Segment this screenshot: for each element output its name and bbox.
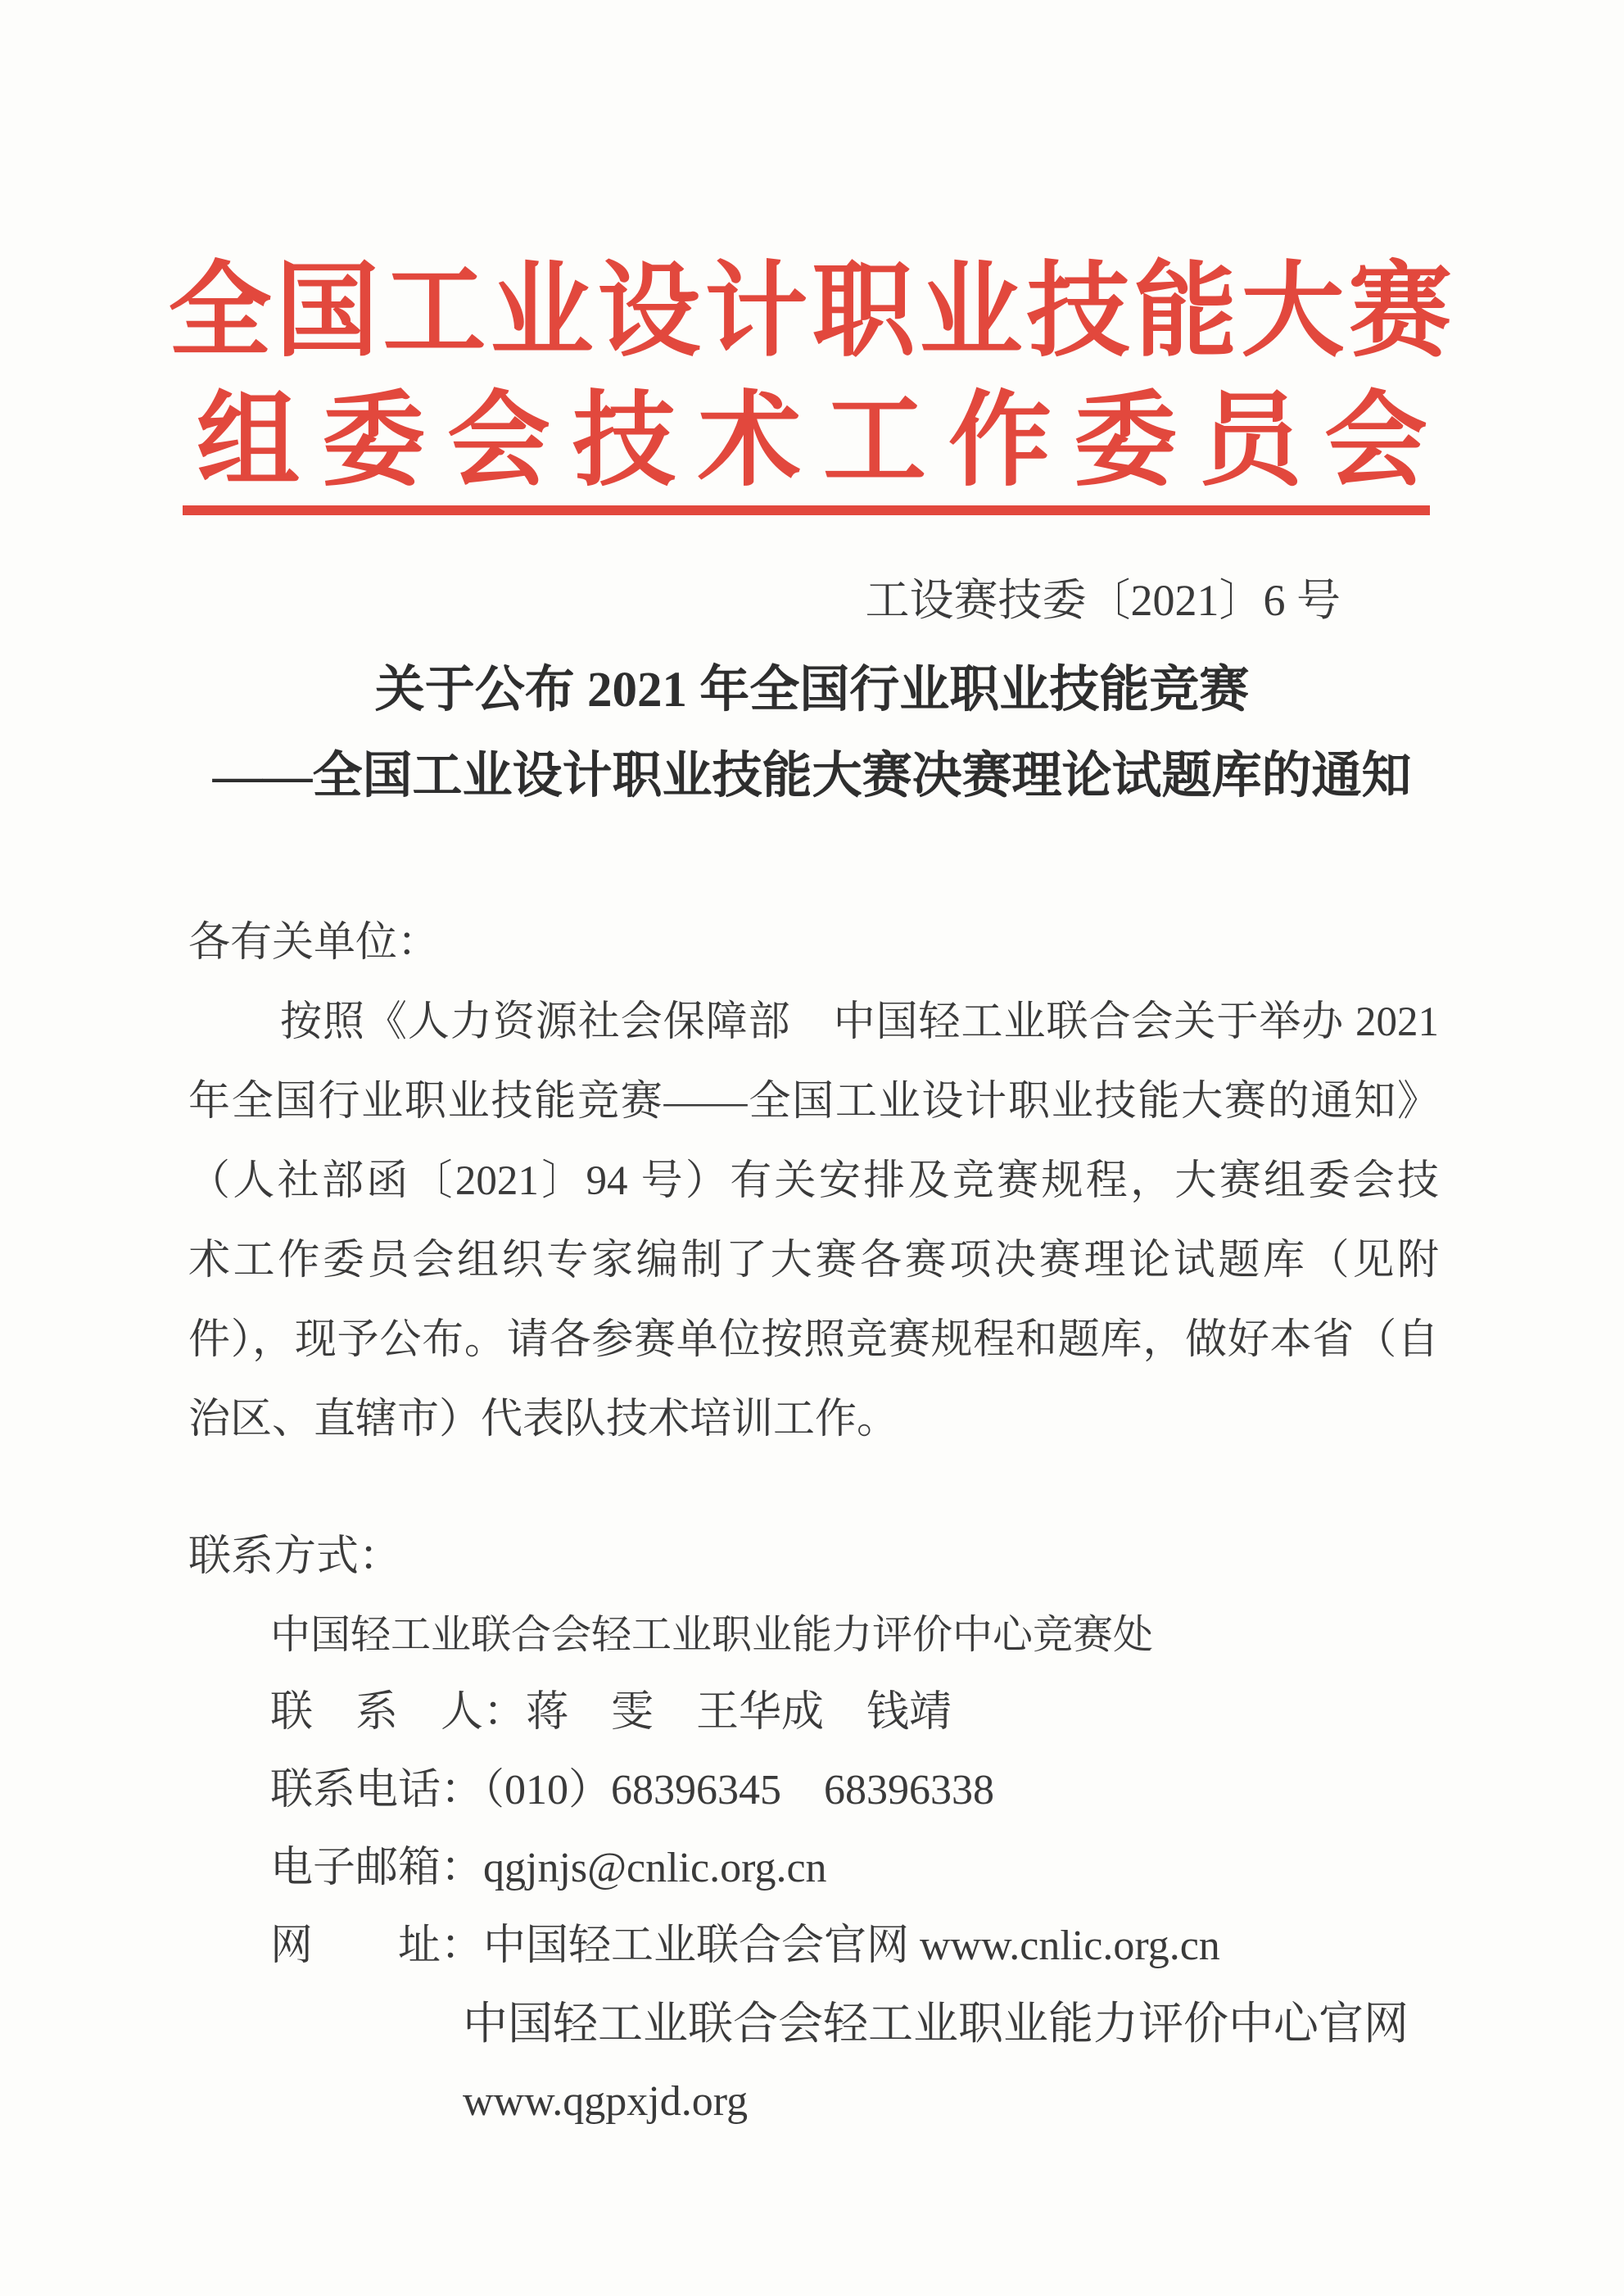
contact-section — [188, 1518, 1466, 2140]
contact-organization: 中国轻工业联合会轻工业职业能力评价中心竞赛处 — [270, 1612, 1154, 1657]
salutation: 各有关单位： — [188, 920, 440, 966]
contact-website-secondary-name: 中国轻工业联合会轻工业职业能力评价中心官网 — [463, 1999, 1409, 2049]
paragraph-line: 按照《人力资源社会保障部 中国轻工业联合会关于举办 2021 — [280, 999, 1439, 1045]
notice-title-line2: ——全国工业设计职业技能大赛决赛理论试题库的通知 — [212, 749, 1412, 804]
paragraph-line: 治区、直辖市）代表队技术培训工作。 — [188, 1397, 899, 1442]
letterhead-title-line1: 全国工业设计职业技能大赛 — [168, 256, 1456, 369]
paragraph-line: 术工作委员会组织专家编制了大赛各赛项决赛理论试题库（见附 — [188, 1238, 1439, 1284]
contact-website: 网 址：中国轻工业联合会官网 www.cnlic.org.cn — [270, 1922, 1220, 1969]
document-number: 工设赛技委〔2021〕6 号 — [865, 576, 1341, 625]
contact-phone: 联系电话：（010）68396345 68396338 — [270, 1767, 995, 1814]
letterhead-title-line2: 组委会技术工作委员会 — [197, 385, 1450, 499]
contact-heading: 联系方式： — [188, 1533, 402, 1580]
paragraph-line: （人社部函〔2021〕94 号）有关安排及竞赛规程，大赛组委会技 — [188, 1158, 1439, 1204]
notice-body — [188, 903, 1439, 1460]
paragraph-line: 件），现予公布。请各参赛单位按照竞赛规程和题库，做好本省（自 — [188, 1317, 1439, 1363]
contact-website-secondary-url: www.qgpxjd.org — [463, 2078, 749, 2125]
paragraph-line: 年全国行业职业技能竞赛——全国工业设计职业技能大赛的通知》 — [188, 1079, 1439, 1125]
letterhead-divider-rule — [183, 505, 1430, 515]
notice-title-line1: 关于公布 2021 年全国行业职业技能竞赛 — [374, 663, 1250, 718]
contact-persons: 联 系 人：蒋 雯 王华成 钱靖 — [270, 1689, 952, 1736]
contact-email: 电子邮箱：qgjnjs@cnlic.org.cn — [270, 1845, 827, 1891]
